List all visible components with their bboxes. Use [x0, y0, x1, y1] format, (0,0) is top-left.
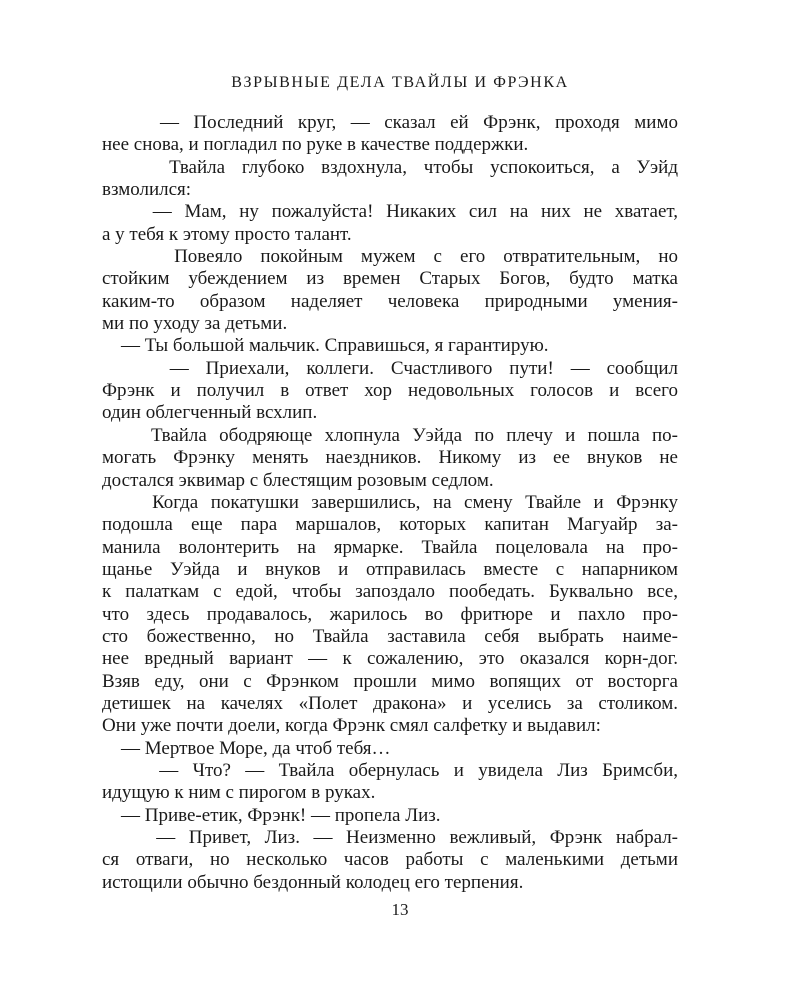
text-line: Они уже почти доели, когда Фрэнк смял салфетку и выдавил: — [102, 715, 601, 737]
text-line: — Что? — Твайла обернулась и увидела Лиз Бримсби, — [102, 759, 678, 781]
paragraph — [102, 760, 678, 805]
text-line: — Последний круг, — сказал ей Фрэнк, проходя мимо — [102, 112, 678, 133]
text-line: — Приве-етик, Фрэнк! — пропела Лиз. — [102, 804, 441, 826]
text-line: — Приехали, коллеги. Счастливого пути! — сообщил — [102, 357, 678, 379]
paragraph — [102, 358, 678, 425]
text-line: что здесь продавалось, жарилось во фритюре и пахло про- — [102, 603, 678, 625]
paragraph — [102, 492, 678, 738]
running-header: ВЗРЫВНЫЕ ДЕЛА ТВАЙЛЫ И ФРЭНКА — [231, 74, 569, 91]
text-line: могать Фрэнку менять наездников. Никому из ее внуков не — [102, 447, 678, 469]
text-line: Твайла ободряюще хлопнула Уэйда по плечу и пошла по- — [102, 424, 678, 446]
text-line: манила волонтерить на ярмарке. Твайла поцеловала на про- — [102, 536, 678, 558]
text-line: Взяв еду, они с Фрэнком прошли мимо вопящих от восторга — [102, 670, 678, 692]
paragraph — [102, 425, 678, 492]
paragraph — [102, 805, 678, 827]
text-line: щанье Уэйда и внуков и отправилась вместе с напарником — [102, 558, 678, 580]
text-line: сто божественно, но Твайла заставила себя выбрать наиме- — [102, 625, 678, 647]
text-line: подошла еще пара маршалов, которых капитан Магуайр за- — [102, 514, 678, 536]
text-line: один облегченный всхлип. — [102, 402, 318, 424]
paragraph — [102, 201, 678, 246]
text-line: — Привет, Лиз. — Неизменно вежливый, Фрэнк набрал- — [102, 827, 678, 848]
paragraph — [102, 112, 678, 157]
text-line: идущую к ним с пирогом в руках. — [102, 782, 376, 804]
text-line: а у тебя к этому просто талант. — [102, 223, 352, 245]
text-line: Повеяло покойным мужем с его отвратительным, но — [102, 246, 678, 268]
text-line: взмолился: — [102, 179, 192, 201]
page-number: 13 — [391, 900, 409, 919]
text-line: достался эквимар с блестящим розовым седлом. — [102, 469, 494, 491]
text-line: ми по уходу за детьми. — [102, 313, 288, 335]
text-line: нее вредный вариант — к сожалению, это оказался корн-дог. — [102, 648, 678, 670]
body-text — [102, 112, 678, 894]
text-line: стойким убеждением из времен Старых Богов, будто матка — [102, 268, 678, 290]
paragraph — [102, 335, 678, 357]
text-line: — Мертвое Море, да чтоб тебя… — [102, 737, 391, 759]
text-line: каким-то образом наделяет человека природными умения- — [102, 290, 678, 312]
paragraph — [102, 246, 678, 335]
text-line: истощили обычно бездонный колодец его терпения. — [102, 871, 524, 893]
text-line: детишек на качелях «Полет дракона» и уселись за столиком. — [102, 692, 678, 714]
text-line: — Мам, ну пожалуйста! Никаких сил на них не хватает, — [102, 201, 678, 223]
text-line: Твайла глубоко вздохнула, чтобы успокоиться, а Уэйд — [102, 156, 678, 178]
text-line: ся отваги, но несколько часов работы с маленькими детьми — [102, 849, 678, 871]
paragraph — [102, 157, 678, 202]
paragraph — [102, 827, 678, 894]
text-line: Когда покатушки завершились, на смену Твайле и Фрэнку — [102, 491, 678, 513]
text-line: Фрэнк и получил в ответ хор недовольных голосов и всего — [102, 380, 678, 402]
text-line: к палаткам с едой, чтобы запоздало пообедать. Буквально все, — [102, 581, 678, 603]
text-line: нее снова, и погладил по руке в качестве поддержки. — [102, 134, 529, 156]
paragraph — [102, 738, 678, 760]
text-line: — Ты большой мальчик. Справишься, я гарантирую. — [102, 335, 549, 357]
